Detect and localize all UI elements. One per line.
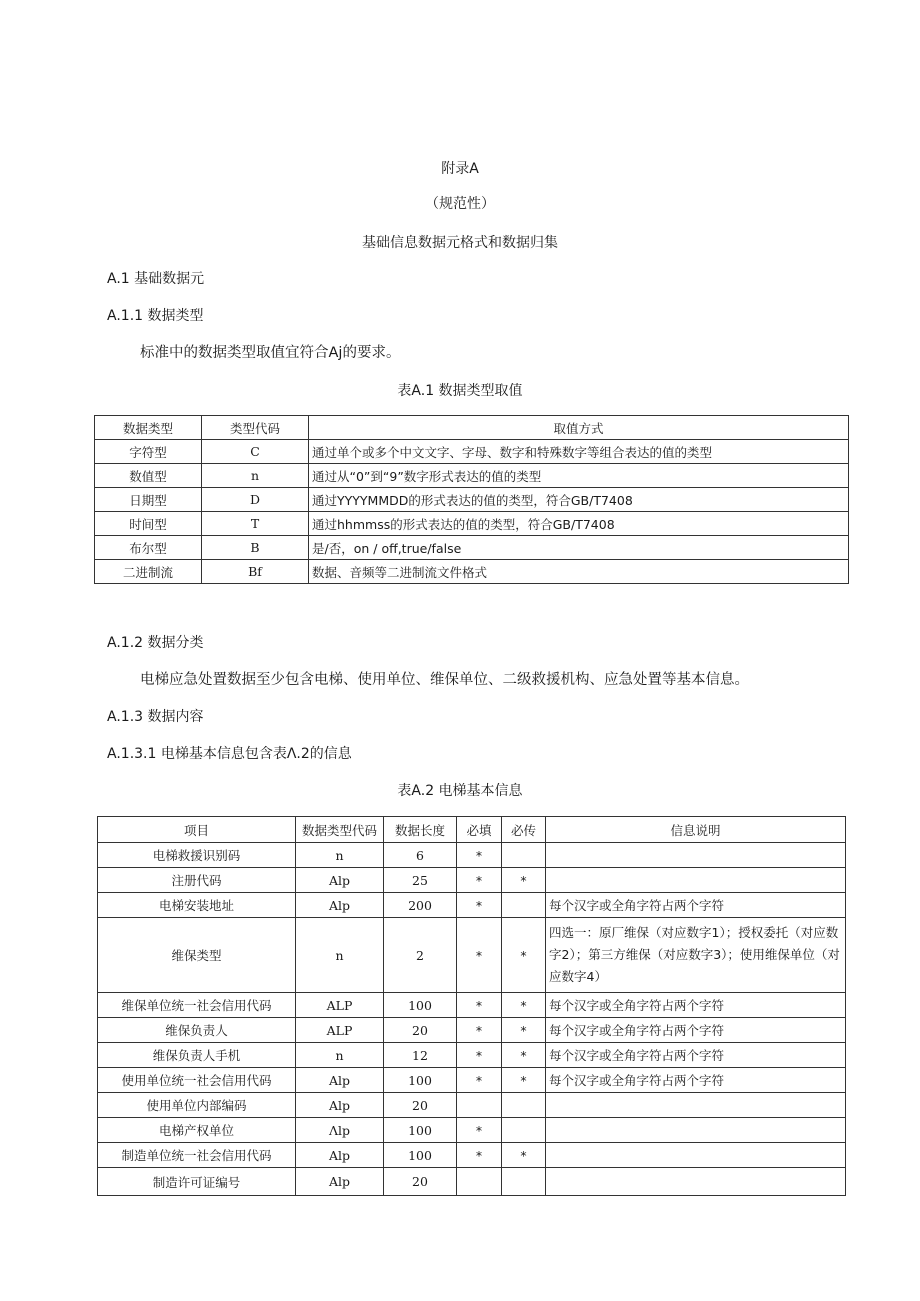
table-cell: 注册代码: [98, 868, 296, 893]
table-cell: 20: [384, 1018, 457, 1043]
table-cell: [546, 843, 846, 868]
header-cell: 数据类型代码: [296, 817, 384, 843]
table-cell: 使用单位统一社会信用代码: [98, 1068, 296, 1093]
table-cell: 通过单个或多个中文文字、字母、数字和特殊数字等组合表达的值的类型: [309, 440, 849, 464]
table-cell: 2: [384, 918, 457, 993]
table-cell: 数值型: [95, 464, 202, 488]
table-cell: Alp: [296, 1168, 384, 1196]
table-cell: 电梯安装地址: [98, 893, 296, 918]
table-cell: 日期型: [95, 488, 202, 512]
table-cell: *: [457, 993, 502, 1018]
table-row: [95, 440, 849, 464]
section-a13-heading: A.1.3 数据内容: [107, 709, 204, 725]
table-cell: 100: [384, 1118, 457, 1143]
table-cell: *: [457, 893, 502, 918]
table-cell: 布尔型: [95, 536, 202, 560]
table-cell: T: [202, 512, 309, 536]
table-cell: Bf: [202, 560, 309, 584]
table-cell: *: [457, 868, 502, 893]
table-cell: 每个汉字或全角字符占两个字符: [546, 1068, 846, 1093]
table-cell: B: [202, 536, 309, 560]
table-cell: [502, 1118, 546, 1143]
table-cell: [457, 1168, 502, 1196]
table-cell: 25: [384, 868, 457, 893]
table-header-row: [98, 817, 846, 843]
table-cell: Λlp: [296, 1118, 384, 1143]
appendix-title: 附录A: [441, 161, 479, 177]
table-row: [98, 1043, 846, 1068]
table-cell: *: [457, 1043, 502, 1068]
table-cell: 通过YYYYMMDD的形式表达的值的类型，符合GB/T7408: [309, 488, 849, 512]
table-row: [98, 1118, 846, 1143]
table-cell: *: [457, 1018, 502, 1043]
table-cell: n: [296, 843, 384, 868]
table-cell: *: [502, 1043, 546, 1068]
table-cell: 每个汉字或全角字符占两个字符: [546, 893, 846, 918]
table-cell: Alp: [296, 1093, 384, 1118]
header-cell: 类型代码: [202, 416, 309, 440]
header-cell: 必填: [457, 817, 502, 843]
table-cell: 制造单位统一社会信用代码: [98, 1143, 296, 1168]
table-cell: [502, 1093, 546, 1118]
table-row: [98, 893, 846, 918]
table-cell: 每个汉字或全角字符占两个字符: [546, 1043, 846, 1068]
section-a11-paragraph: 标准中的数据类型取值宜符合Aj的要求。: [140, 345, 401, 361]
table-cell: 维保负责人手机: [98, 1043, 296, 1068]
table-row: [98, 993, 846, 1018]
table-row: [98, 1068, 846, 1093]
table-cell: 电梯产权单位: [98, 1118, 296, 1143]
table-cell: [546, 1118, 846, 1143]
table-cell: D: [202, 488, 309, 512]
header-cell: 数据长度: [384, 817, 457, 843]
data-type-table: [94, 415, 849, 584]
table-cell: Alp: [296, 1143, 384, 1168]
table-cell: 通过hhmmss的形式表达的值的类型，符合GB/T7408: [309, 512, 849, 536]
appendix-main-title: 基础信息数据元格式和数据归集: [362, 235, 558, 251]
table-cell: 字符型: [95, 440, 202, 464]
table-row: [98, 1168, 846, 1196]
table-cell: 通过从“0”到“9”数字形式表达的值的类型: [309, 464, 849, 488]
table1-caption: 表A.1 数据类型取值: [397, 383, 523, 399]
table-cell: [457, 1093, 502, 1118]
section-a12-paragraph: 电梯应急处置数据至少包含电梯、使用单位、维保单位、二级救援机构、应急处置等基本信息。: [140, 672, 749, 688]
table-cell: 每个汉字或全角字符占两个字符: [546, 1018, 846, 1043]
table-cell: 时间型: [95, 512, 202, 536]
table-cell: Alp: [296, 1068, 384, 1093]
table-cell: *: [457, 1068, 502, 1093]
table-cell: *: [502, 993, 546, 1018]
table-cell: 使用单位内部编码: [98, 1093, 296, 1118]
table-cell: 20: [384, 1168, 457, 1196]
table-cell: 100: [384, 993, 457, 1018]
table2-caption: 表A.2 电梯基本信息: [397, 783, 523, 799]
table-cell: 200: [384, 893, 457, 918]
table-cell: n: [296, 918, 384, 993]
table-cell: [546, 1143, 846, 1168]
table-cell: [546, 1093, 846, 1118]
table-cell: n: [202, 464, 309, 488]
table-cell: 100: [384, 1143, 457, 1168]
table-row: [95, 512, 849, 536]
table-cell: [502, 843, 546, 868]
table-cell: 12: [384, 1043, 457, 1068]
table-row: [95, 560, 849, 584]
table-cell: 二进制流: [95, 560, 202, 584]
table-cell: 维保类型: [98, 918, 296, 993]
table-cell: [546, 1168, 846, 1196]
table-row: [98, 868, 846, 893]
section-a131-heading: A.1.3.1 电梯基本信息包含表Λ.2的信息: [107, 746, 352, 762]
table-cell: 是/否，on / off,true/false: [309, 536, 849, 560]
table-cell: *: [502, 1018, 546, 1043]
table-cell: *: [502, 918, 546, 993]
table-cell: 电梯救援识别码: [98, 843, 296, 868]
table-row: [95, 536, 849, 560]
table-cell: *: [502, 868, 546, 893]
table-cell: [502, 893, 546, 918]
table-cell: 100: [384, 1068, 457, 1093]
table-row: [98, 1143, 846, 1168]
table-row: [95, 488, 849, 512]
table-cell: 制造许可证编号: [98, 1168, 296, 1196]
elevator-info-table: [97, 816, 846, 1196]
table-cell: 每个汉字或全角字符占两个字符: [546, 993, 846, 1018]
table-header-row: [95, 416, 849, 440]
header-cell: 取值方式: [309, 416, 849, 440]
table-cell: 四选一：原厂维保（对应数字1）；授权委托（对应数字2）；第三方维保（对应数字3）；使用维保单位（对应数字4）: [546, 918, 846, 993]
table-cell: *: [502, 1143, 546, 1168]
table-cell: [502, 1168, 546, 1196]
table-cell: [546, 868, 846, 893]
table-row: [98, 1093, 846, 1118]
table-row: [98, 918, 846, 993]
table-cell: *: [457, 843, 502, 868]
table-cell: Alp: [296, 893, 384, 918]
table-cell: ALP: [296, 993, 384, 1018]
section-a11-heading: A.1.1 数据类型: [107, 308, 204, 324]
header-cell: 项目: [98, 817, 296, 843]
table-cell: *: [457, 918, 502, 993]
table-row: [98, 1018, 846, 1043]
section-a1-heading: A.1 基础数据元: [107, 271, 205, 287]
table-cell: 维保单位统一社会信用代码: [98, 993, 296, 1018]
table-cell: n: [296, 1043, 384, 1068]
table-cell: ALP: [296, 1018, 384, 1043]
table-cell: Alp: [296, 868, 384, 893]
table-cell: 6: [384, 843, 457, 868]
table-row: [98, 843, 846, 868]
table-cell: *: [502, 1068, 546, 1093]
table-cell: *: [457, 1143, 502, 1168]
header-cell: 信息说明: [546, 817, 846, 843]
section-a12-heading: A.1.2 数据分类: [107, 635, 204, 651]
table-cell: *: [457, 1118, 502, 1143]
appendix-subtitle: （规范性）: [425, 196, 495, 212]
table-cell: C: [202, 440, 309, 464]
table-row: [95, 464, 849, 488]
header-cell: 数据类型: [95, 416, 202, 440]
table-cell: 数据、音频等二进制流文件格式: [309, 560, 849, 584]
table-cell: 维保负责人: [98, 1018, 296, 1043]
table-cell: 20: [384, 1093, 457, 1118]
header-cell: 必传: [502, 817, 546, 843]
